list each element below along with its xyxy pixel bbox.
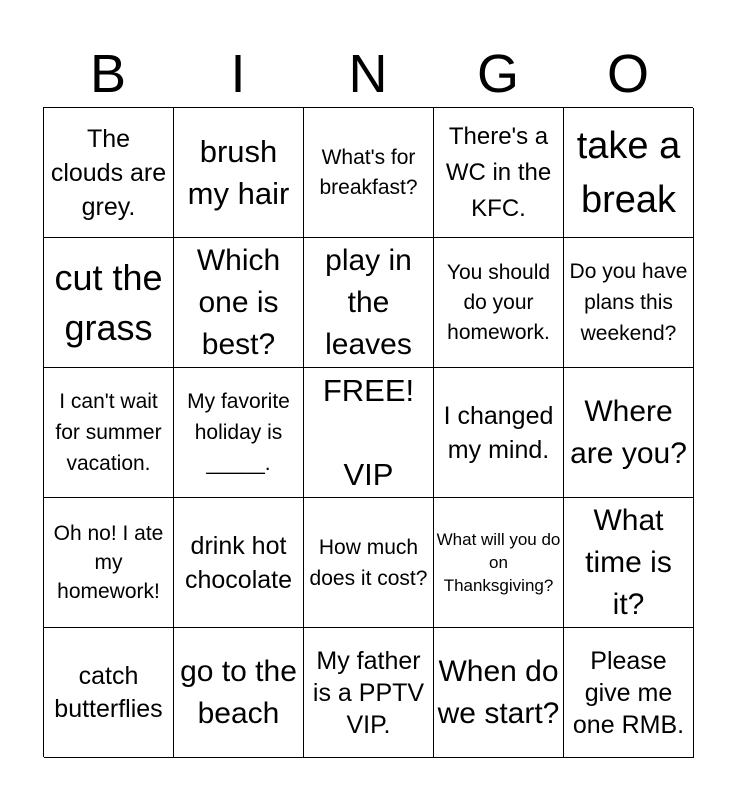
bingo-cell[interactable]: [564, 498, 694, 628]
bingo-card-grid: [43, 107, 693, 757]
cell-text: When do we start?: [437, 654, 560, 730]
cell-text: What time is it?: [585, 503, 672, 621]
bingo-cell[interactable]: [434, 108, 564, 238]
cell-text: brush my hair: [187, 133, 290, 211]
cell-text: There's a WC in the KFC.: [445, 122, 552, 222]
free-space[interactable]: [304, 368, 434, 498]
bingo-cell[interactable]: [174, 498, 304, 628]
bingo-cell[interactable]: [44, 628, 174, 758]
bingo-cell[interactable]: [44, 498, 174, 628]
bingo-cell[interactable]: [44, 238, 174, 368]
cell-text: catch butterflies: [54, 661, 163, 723]
cell-text: Do you have plans this weekend?: [569, 260, 688, 345]
cell-text: You should do your homework.: [446, 260, 551, 344]
cell-text: drink hot chocolate: [184, 531, 293, 594]
cell-text: I can't wait for summer vacation.: [55, 390, 162, 475]
cell-text: Which one is best?: [196, 243, 281, 361]
bingo-cell[interactable]: [174, 238, 304, 368]
cell-text: I changed my mind.: [443, 401, 554, 464]
cell-text: My favorite holiday is _____.: [187, 390, 290, 475]
cell-text: cut the grass: [54, 256, 163, 348]
bingo-cell[interactable]: [174, 628, 304, 758]
cell-text: The clouds are grey.: [50, 124, 167, 221]
cell-text: My father is a PPTV VIP.: [312, 646, 425, 739]
bingo-cell[interactable]: [564, 628, 694, 758]
cell-text: take a break: [576, 124, 681, 221]
bingo-cell[interactable]: [304, 108, 434, 238]
bingo-cell[interactable]: [434, 628, 564, 758]
bingo-cell[interactable]: [174, 108, 304, 238]
header-letter-n: N: [348, 44, 388, 104]
header-letter-o: O: [606, 44, 649, 104]
bingo-cell[interactable]: [304, 498, 434, 628]
cell-text: Please give me one RMB.: [572, 646, 685, 739]
header-letter-i: I: [230, 44, 246, 104]
bingo-cell[interactable]: [304, 628, 434, 758]
cell-text: What's for breakfast?: [319, 145, 418, 199]
bingo-cell[interactable]: [304, 238, 434, 368]
bingo-cell[interactable]: [434, 498, 564, 628]
bingo-cell[interactable]: [564, 108, 694, 238]
header-letter-g: G: [476, 44, 519, 104]
bingo-cell[interactable]: [174, 368, 304, 498]
bingo-cell[interactable]: [434, 238, 564, 368]
cell-text: What will you do on Thanksgiving?: [436, 530, 561, 595]
cell-text: Where are you?: [570, 394, 687, 470]
bingo-header: [43, 40, 693, 108]
bingo-cell[interactable]: [564, 368, 694, 498]
cell-text: Oh no! I ate my homework!: [53, 522, 164, 603]
bingo-cell[interactable]: [564, 238, 694, 368]
free-space-text: FREE! VIP: [322, 372, 415, 492]
bingo-cell[interactable]: [44, 108, 174, 238]
header-letter-b: B: [89, 44, 127, 104]
cell-text: go to the beach: [180, 654, 297, 730]
cell-text: How much does it cost?: [309, 535, 428, 590]
cell-text: play in the leaves: [325, 243, 412, 361]
bingo-cell[interactable]: [44, 368, 174, 498]
bingo-cell[interactable]: [434, 368, 564, 498]
